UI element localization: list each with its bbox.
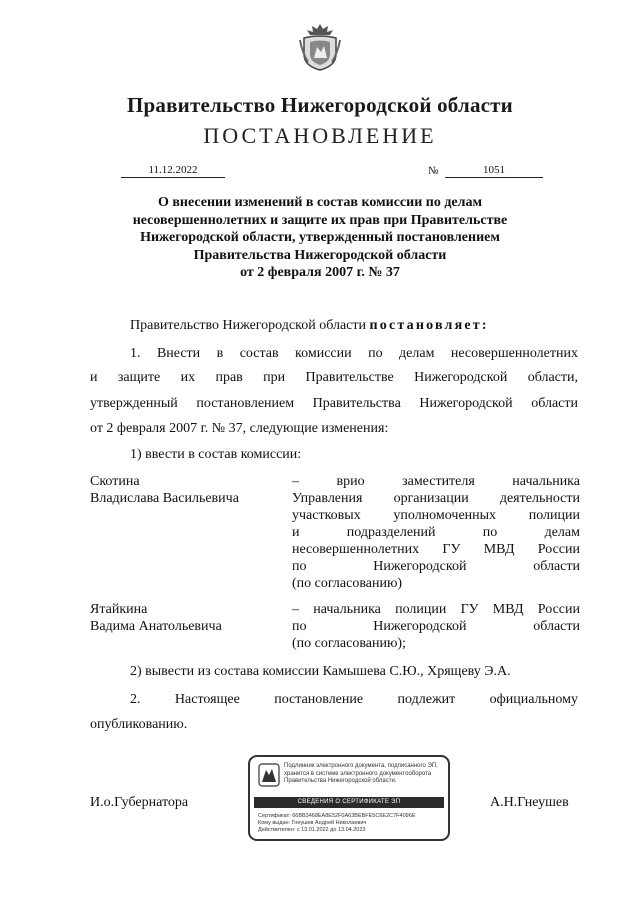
stamp-info-line: Кому выдан: Гнеушев Андрей Николаевич: [258, 820, 367, 826]
intro-paragraph: [130, 317, 489, 335]
p2-line: опубликованию.: [90, 717, 188, 732]
position-line: участковых уполномоченных полиции: [292, 508, 580, 523]
item-2: 2) вывести из состава комиссии Камышева С.Ю., Хрящеву Э.А.: [130, 664, 511, 679]
position-line: несовершеннолетних ГУ МВД России: [292, 542, 580, 557]
position-line: (по согласованию): [292, 576, 403, 591]
p1-line: от 2 февраля 2007 г. № 37, следующие изменения:: [90, 421, 389, 436]
subject-line: от 2 февраля 2007 г. № 37: [240, 265, 400, 280]
item-1: 1) ввести в состав комиссии:: [130, 447, 302, 462]
member-name-block: [90, 473, 290, 507]
position-line: по Нижегородской области: [292, 619, 580, 634]
stamp-header-line: Подлинник электронного документа, подписанного ЭП,: [284, 763, 438, 769]
member-given-name: Вадима Анатольевича: [90, 619, 222, 634]
subject-line: О внесении изменений в состав комиссии по делам: [157, 195, 483, 210]
member-surname: Ятайкина: [90, 602, 148, 617]
coat-of-arms-emblem: [298, 22, 342, 72]
member-position-block: [292, 473, 580, 592]
position-line: – врио заместителя начальника: [292, 474, 580, 489]
stamp-info-line: Действителен: с 13.01.2022 до 13.04.2023: [258, 827, 366, 833]
intro-text: Правительство Нижегородской области: [130, 318, 370, 333]
stamp-info-line: Сертификат: 66BB3468EA8E52F0A63BEBFE5C6E2C7F4096E: [258, 813, 416, 819]
p1-line: 1. Внести в состав комиссии по делам несовершеннолетних: [130, 346, 578, 361]
stamp-header-line: Правительства Нижегородской области.: [284, 778, 397, 784]
p2-line: 2. Настоящее постановление подлежит официальному: [130, 692, 578, 707]
stamp-band: СВЕДЕНИЯ О СЕРТИФИКАТЕ ЭП: [254, 797, 444, 808]
position-line: – начальника полиции ГУ МВД России: [292, 602, 580, 617]
document-date: 11.12.2022: [121, 164, 225, 178]
position-line: и подразделений по делам: [292, 525, 580, 540]
subject-line: несовершеннолетних и защите их прав при Правительстве: [132, 212, 508, 228]
stamp-certificate-info: [258, 813, 448, 834]
region-emblem-icon: [258, 763, 280, 787]
member-name-block: [90, 601, 290, 635]
p1-line: утвержденный постановлением Правительства Нижегородской области: [90, 396, 578, 411]
e-signature-stamp: [248, 755, 450, 841]
stamp-header-line: хранится в системе электронного документооборота: [284, 770, 432, 777]
position-line: Управления организации деятельности: [292, 491, 580, 506]
organization-title: Правительство Нижегородской области: [127, 93, 513, 117]
member-surname: Скотина: [90, 474, 140, 489]
number-label: №: [428, 165, 439, 177]
subject-line: Правительства Нижегородской области: [193, 247, 447, 263]
signatory-name: А.Н.Гнеушев: [490, 795, 569, 810]
member-given-name: Владислава Васильевича: [90, 491, 239, 506]
p1-line: и защите их прав при Правительстве Нижегородской области,: [90, 370, 578, 385]
position-line: (по согласованию);: [292, 636, 406, 651]
document-number: 1051: [445, 164, 543, 178]
subject-line: Нижегородской области, утвержденный постановлением: [140, 230, 500, 245]
member-position-block: [292, 601, 580, 652]
document-type: ПОСТАНОВЛЕНИЕ: [203, 123, 437, 148]
signatory-title: И.о.Губернатора: [90, 795, 189, 810]
position-line: по Нижегородской области: [292, 559, 580, 574]
intro-decree-word: постановляет:: [369, 318, 489, 333]
stamp-header: [284, 763, 444, 786]
document-subject: [100, 194, 540, 282]
